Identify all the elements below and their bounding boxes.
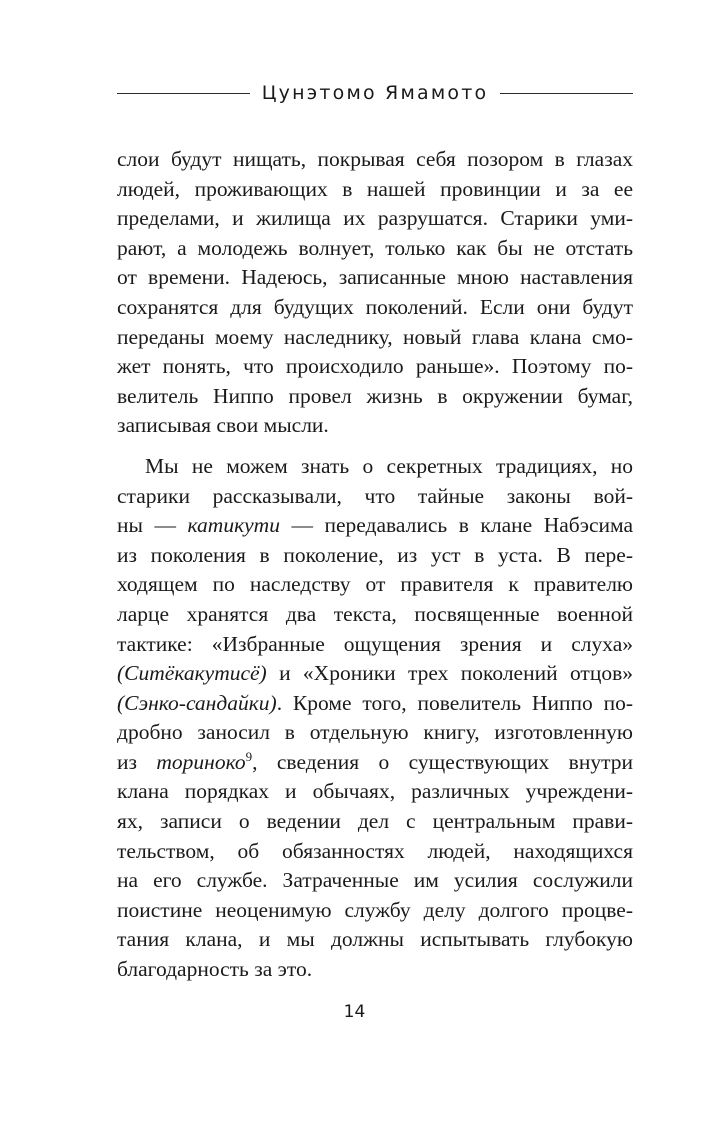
italic-title-senko-sandaiki: (Сэнко-сандайки) (117, 690, 277, 715)
text-run: , сведения о существующих внутри (252, 749, 633, 774)
text-line: рают, а молодежь волнует, только как бы не отстать (117, 235, 633, 260)
header-rule-left (117, 93, 250, 94)
text-line: людей, проживающих в нашей провинции и за ее (117, 176, 633, 201)
body-text (117, 145, 633, 985)
running-title: Цунэтомо Ямамото (261, 82, 489, 104)
text-run: — передавались в клане Набэсима (279, 513, 634, 538)
text-run: ны — (117, 513, 188, 538)
footnote-reference[interactable]: 9 (245, 748, 253, 764)
header-rule-right (500, 93, 633, 94)
text-line: пределами, и жилища их разрушатся. Старики уми- (117, 206, 633, 231)
text-line: от времени. Надеюсь, записанные мною наставления (117, 265, 633, 290)
text-line: тактике: «Избранные ощущения зрения и слуха» (117, 631, 633, 656)
text-line (117, 689, 633, 719)
italic-term-katikuti: катикути (187, 513, 280, 538)
text-line (117, 511, 633, 541)
italic-title-sitekakutise: (Ситёкакутисё) (117, 661, 267, 686)
text-line: записывая свои мысли. (117, 413, 329, 438)
text-line: переданы моему наследнику, новый глава клана смо- (117, 324, 633, 349)
paragraph-gap (117, 441, 633, 452)
running-header (117, 78, 633, 108)
text-line: ларце хранятся два текста, посвященные военной (117, 601, 633, 626)
italic-term-torinoko: ториноко (156, 749, 246, 774)
text-run: из (117, 749, 157, 774)
text-run: и «Хроники трех поколений отцов» (266, 661, 633, 686)
text-line: тельством, об обязанностях людей, находящихся (117, 838, 633, 863)
text-line: слои будут нищать, покрывая себя позором в глазах (117, 147, 633, 171)
text-line: Мы не можем знать о секретных традициях, но (145, 453, 633, 478)
text-line: ях, записи о ведении дел с центральным прави- (117, 809, 633, 834)
text-line: дробно заносил в отдельную книгу, изготовленную (117, 720, 633, 745)
text-line: жет понять, что происходило раньше». Поэтому по- (117, 354, 633, 379)
text-line: сохранятся для будущих поколений. Если они будут (117, 294, 633, 319)
page-number: 14 (343, 1002, 366, 1022)
text-line: ходящем по наследству от правителя к правителю (117, 572, 633, 597)
text-line (117, 659, 633, 689)
text-line: клана порядках и обычаях, различных учреждени- (117, 779, 633, 804)
text-line: старики рассказывали, что тайные законы вой- (117, 483, 633, 508)
text-line: тания клана, и мы должны испытывать глубокую (117, 927, 633, 952)
text-run: . Кроме того, повелитель Ниппо по- (276, 690, 633, 715)
text-line (117, 748, 633, 778)
text-line: поистине неоценимую службу делу долгого процве- (117, 897, 633, 922)
text-line: на его службе. Затраченные им усилия сослужили (117, 868, 633, 893)
text-line: из поколения в поколение, из уст в уста. В пере- (117, 542, 633, 567)
text-line: велитель Ниппо провел жизнь в окружении бумаг, (117, 383, 633, 408)
text-line: благодарность за это. (117, 957, 313, 982)
